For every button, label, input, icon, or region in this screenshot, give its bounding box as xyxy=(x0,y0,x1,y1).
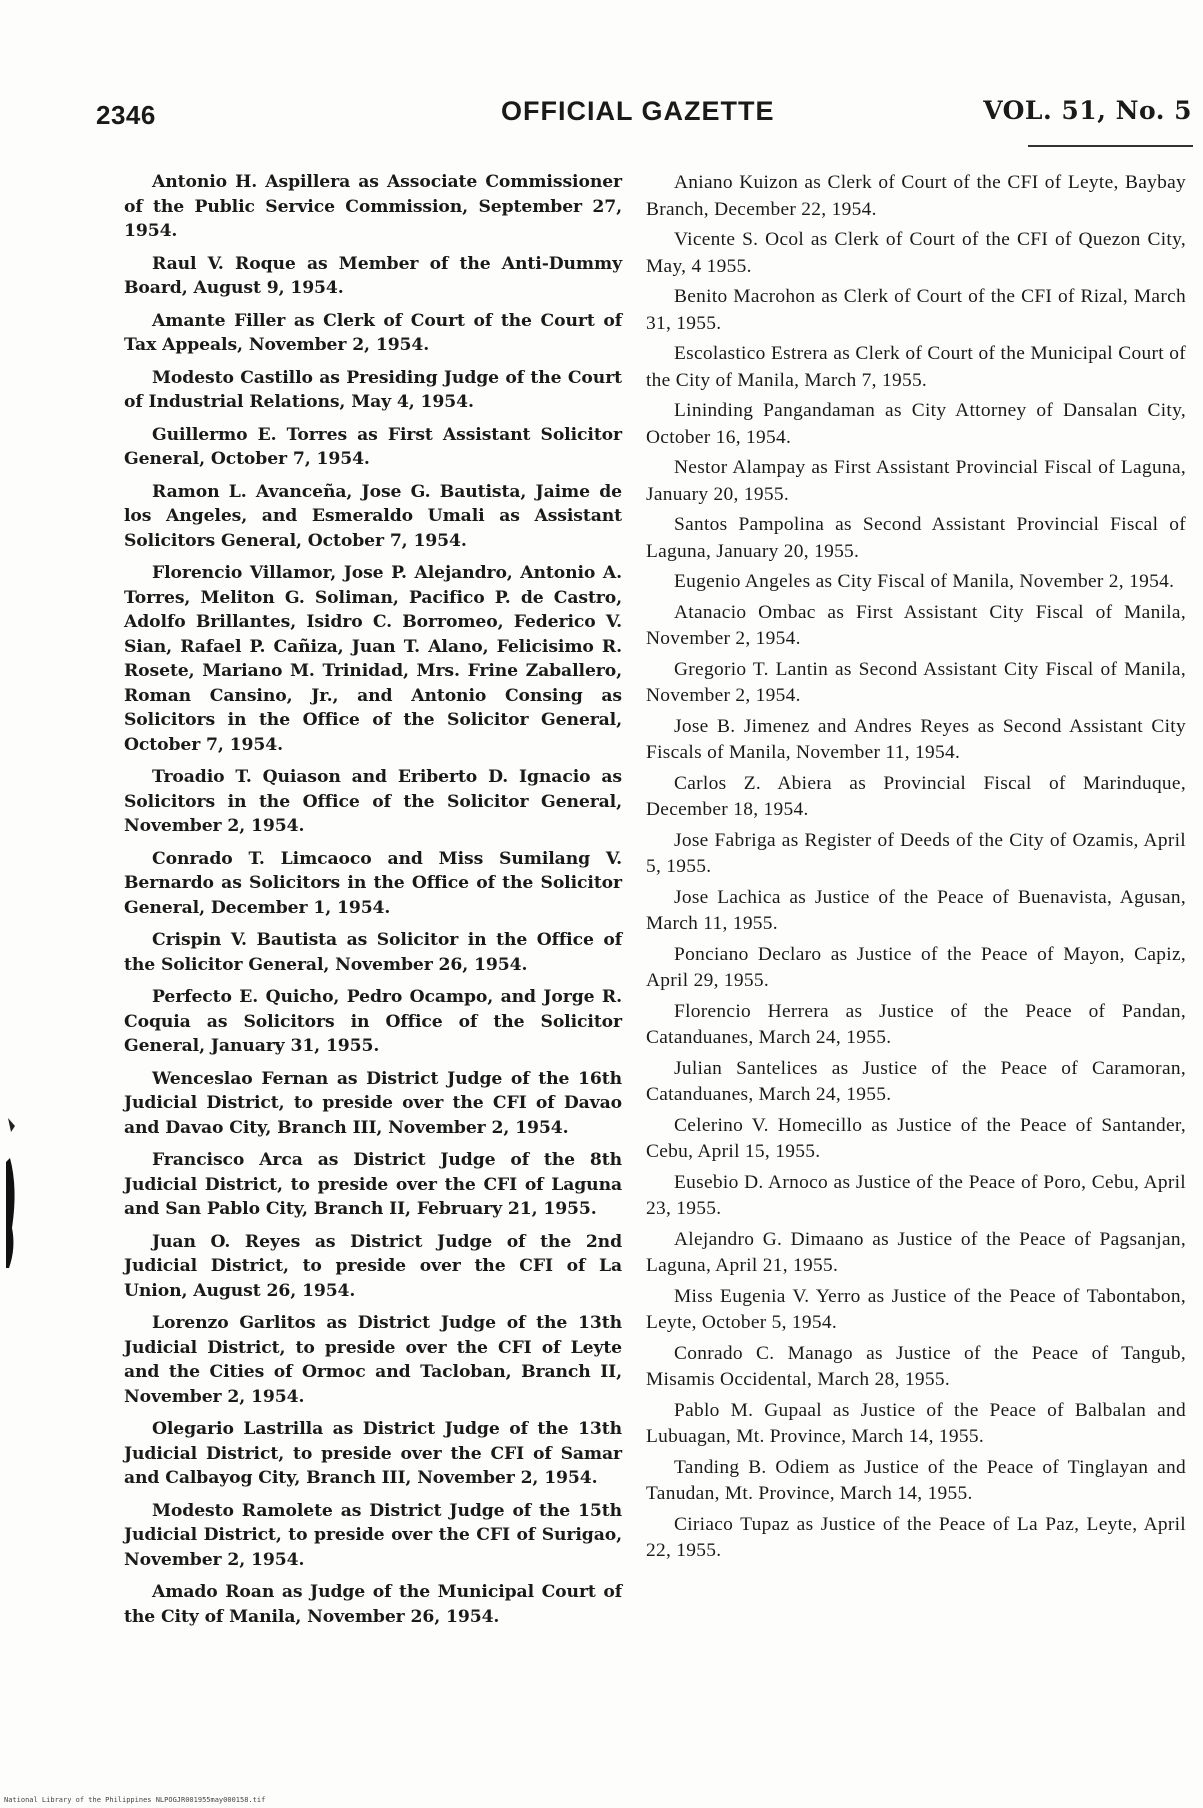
left-column xyxy=(124,170,622,1637)
appointment-entry: Julian Santelices as Justice of the Peace of Caramoran, Catanduanes, March 24, 1955. xyxy=(646,1057,1186,1105)
appointment-entry: Francisco Arca as District Judge of the 8th Judicial District, to preside over the CFI of Laguna and San Pablo City, Branch II, February 21, 1955. xyxy=(124,1150,622,1219)
appointment-entry: Miss Eugenia V. Yerro as Justice of the Peace of Tabontabon, Leyte, October 5, 1954. xyxy=(646,1285,1186,1333)
appointment-entry: Lininding Pangandaman as City Attorney of Dansalan City, October 16, 1954. xyxy=(646,400,1186,448)
appointment-entry: Wenceslao Fernan as District Judge of the 16th Judicial District, to preside over the CFI of Davao and Davao City, Branch III, November 2, 1954. xyxy=(124,1068,622,1138)
appointment-entry: Celerino V. Homecillo as Justice of the Peace of Santander, Cebu, April 15, 1955. xyxy=(646,1114,1186,1162)
appointment-entry: Modesto Castillo as Presiding Judge of the Court of Industrial Relations, May 4, 1954. xyxy=(124,367,622,412)
appointment-entry: Lorenzo Garlitos as District Judge of the 13th Judicial District, to preside over the CFI of Leyte and the Cities of Ormoc and Tacloban, Branch II, November 2, 1954. xyxy=(124,1313,622,1407)
appointment-entry: Eugenio Angeles as City Fiscal of Manila, November 2, 1954. xyxy=(674,571,1175,592)
appointment-entry: Benito Macrohon as Clerk of Court of the CFI of Rizal, March 31, 1955. xyxy=(646,286,1186,334)
appointment-entry: Jose B. Jimenez and Andres Reyes as Second Assistant City Fiscals of Manila, November 11, 1954. xyxy=(646,715,1186,763)
appointment-entry: Eusebio D. Arnoco as Justice of the Peace of Poro, Cebu, April 23, 1955. xyxy=(646,1171,1186,1219)
appointment-entry: Amado Roan as Judge of the Municipal Court of the City of Manila, November 26, 1954. xyxy=(124,1582,622,1627)
appointment-entry: Guillermo E. Torres as First Assistant Solicitor General, October 7, 1954. xyxy=(124,424,622,469)
volume-number: VOL. 51, No. 5 xyxy=(983,96,1192,125)
appointment-entry: Tanding B. Odiem as Justice of the Peace of Tinglayan and Tanudan, Mt. Province, March 14, 1955. xyxy=(646,1456,1186,1504)
appointment-entry: Ciriaco Tupaz as Justice of the Peace of La Paz, Leyte, April 22, 1955. xyxy=(646,1513,1186,1561)
page-header xyxy=(96,92,1192,132)
appointment-entry: Amante Filler as Clerk of Court of the Court of Tax Appeals, November 2, 1954. xyxy=(124,310,622,355)
page-number: 2346 xyxy=(96,100,156,130)
appointment-entry: Jose Lachica as Justice of the Peace of Buenavista, Agusan, March 11, 1955. xyxy=(646,886,1186,934)
appointment-entry: Pablo M. Gupaal as Justice of the Peace of Balbalan and Lubuagan, Mt. Province, March 14, 1955. xyxy=(646,1399,1186,1447)
appointment-entry: Florencio Herrera as Justice of the Peace of Pandan, Catanduanes, March 24, 1955. xyxy=(646,1000,1186,1048)
appointment-entry: Gregorio T. Lantin as Second Assistant City Fiscal of Manila, November 2, 1954. xyxy=(646,658,1186,706)
appointment-entry: Juan O. Reyes as District Judge of the 2nd Judicial District, to preside over the CFI of La Union, August 26, 1954. xyxy=(124,1231,622,1301)
appointment-entry: Ramon L. Avanceña, Jose G. Bautista, Jaime de los Angeles, and Esmeraldo Umali as Assistant Solicitors General, October 7, 1954. xyxy=(124,481,622,551)
appointment-entry: Escolastico Estrera as Clerk of Court of the Municipal Court of the City of Manila, March 7, 1955. xyxy=(646,343,1186,391)
appointment-entry: Olegario Lastrilla as District Judge of the 13th Judicial District, to preside over the CFI of Samar and Calbayog City, Branch III, November 2, 1954. xyxy=(124,1419,622,1488)
header-rule xyxy=(1028,145,1193,147)
appointment-entry: Santos Pampolina as Second Assistant Provincial Fiscal of Laguna, January 20, 1955. xyxy=(646,514,1186,562)
appointment-entry: Antonio H. Aspillera as Associate Commissioner of the Public Service Commission, September 27, 1954. xyxy=(124,172,622,241)
appointment-entry: Conrado T. Limcaoco and Miss Sumilang V. Bernardo as Solicitors in the Office of the Solicitor General, December 1, 1954. xyxy=(124,848,622,918)
scan-artifact xyxy=(6,1118,20,1268)
appointment-entry: Atanacio Ombac as First Assistant City Fiscal of Manila, November 2, 1954. xyxy=(646,601,1186,649)
appointment-entry: Ponciano Declaro as Justice of the Peace of Mayon, Capiz, April 29, 1955. xyxy=(646,943,1186,991)
appointment-entry: Modesto Ramolete as District Judge of the 15th Judicial District, to preside over the CFI of Surigao, November 2, 1954. xyxy=(124,1500,622,1570)
right-column xyxy=(646,170,1186,1569)
appointment-entry: Florencio Villamor, Jose P. Alejandro, Antonio A. Torres, Meliton G. Soliman, Pacifico P. de Castro, Adolfo Brillantes, Isidro C. Borromeo, Federico V. Sian, Rafael P. Cañiza, Juan T. Alano, Felicisimo R. Rosete, Mariano M. Trinidad, Mrs. Frine Zaballero, Roman Cansino, Jr., and Antonio Consing as Solicitors in the Office of the Solicitor General, October 7, 1954. xyxy=(124,563,622,755)
appointment-entry: Jose Fabriga as Register of Deeds of the City of Ozamis, April 5, 1955. xyxy=(646,829,1186,877)
scan-footer: National Library of the Philippines NLPOGJR001955may000158.tif xyxy=(4,1796,266,1804)
appointment-entry: Aniano Kuizon as Clerk of Court of the CFI of Leyte, Baybay Branch, December 22, 1954. xyxy=(646,172,1186,220)
appointment-entry: Perfecto E. Quicho, Pedro Ocampo, and Jorge R. Coquia as Solicitors in Office of the Solicitor General, January 31, 1955. xyxy=(124,987,622,1056)
appointment-entry: Raul V. Roque as Member of the Anti-Dummy Board, August 9, 1954. xyxy=(124,253,622,298)
appointment-entry: Nestor Alampay as First Assistant Provincial Fiscal of Laguna, January 20, 1955. xyxy=(646,457,1186,505)
publication-title: OFFICIAL GAZETTE xyxy=(501,96,775,126)
appointment-entry: Alejandro G. Dimaano as Justice of the Peace of Pagsanjan, Laguna, April 21, 1955. xyxy=(646,1228,1186,1276)
appointment-entry: Troadio T. Quiason and Eriberto D. Ignacio as Solicitors in the Office of the Solicitor General, November 2, 1954. xyxy=(124,767,622,836)
appointment-entry: Carlos Z. Abiera as Provincial Fiscal of Marinduque, December 18, 1954. xyxy=(646,772,1186,820)
appointment-entry: Crispin V. Bautista as Solicitor in the Office of the Solicitor General, November 26, 1954. xyxy=(124,930,622,975)
appointment-entry: Conrado C. Manago as Justice of the Peace of Tangub, Misamis Occidental, March 28, 1955. xyxy=(646,1342,1186,1390)
appointment-entry: Vicente S. Ocol as Clerk of Court of the CFI of Quezon City, May, 4 1955. xyxy=(646,229,1186,277)
